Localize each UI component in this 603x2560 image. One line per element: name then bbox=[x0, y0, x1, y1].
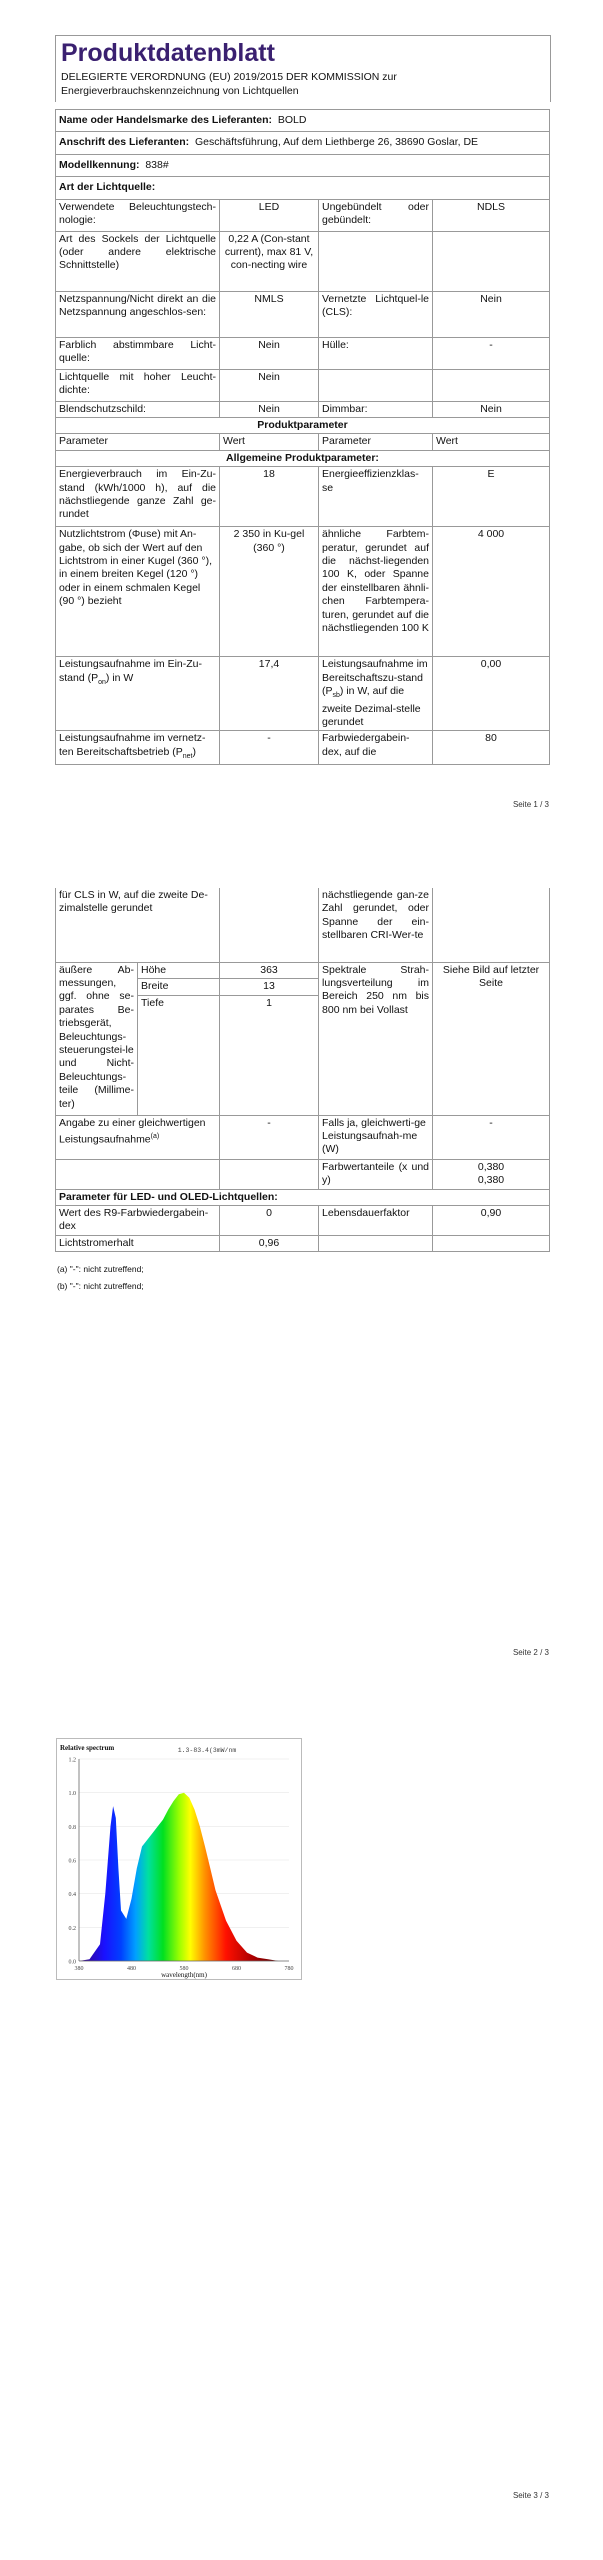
page-footer: Seite 2 / 3 bbox=[512, 1648, 549, 1657]
y-tick-label: 1.0 bbox=[68, 1791, 76, 1798]
chroma-x: 0,380 bbox=[477, 1160, 505, 1173]
row-label-2: Dimmbar: bbox=[319, 401, 433, 417]
chart-title: Relative spectrum bbox=[60, 1744, 115, 1752]
row-label: Leistungsaufnahme im Ein-Zu-stand $(P_{on})$ in W bbox=[56, 657, 220, 731]
address-row bbox=[56, 132, 550, 154]
row-value-2 bbox=[433, 231, 550, 291]
table-row bbox=[56, 1115, 550, 1159]
equiv-footnote: (a) bbox=[150, 1132, 160, 1140]
row-value: 17,4 bbox=[220, 657, 319, 731]
section-header bbox=[56, 450, 550, 466]
row-label-2: Vernetzte Lichtquel-le (CLS): bbox=[319, 291, 433, 337]
row-value bbox=[220, 888, 319, 962]
row-label-2: nächstliegende gan-ze Zahl gerundet, oder Spanne der ein-stellbaren CRI-Wer-te bbox=[319, 888, 433, 962]
row-value: Nein bbox=[220, 337, 319, 369]
row-value-2: E bbox=[433, 467, 550, 527]
row-value: - bbox=[220, 1115, 319, 1159]
row-value-2: - bbox=[433, 1115, 550, 1159]
x-tick-label: 480 bbox=[127, 1966, 136, 1972]
table-row bbox=[56, 369, 550, 401]
table-row bbox=[56, 337, 550, 369]
supplier-table bbox=[55, 109, 550, 765]
dim-value: 1 bbox=[220, 995, 319, 1115]
table-row bbox=[56, 1159, 550, 1189]
row-label: Art des Sockels der Lichtquelle (oder andere elektrische Schnittstelle) bbox=[56, 231, 220, 291]
dim-name: Breite bbox=[138, 979, 220, 996]
chroma-label: Farbwertanteile (x und y) bbox=[319, 1159, 433, 1189]
header-box bbox=[55, 35, 551, 102]
page-2 bbox=[0, 880, 603, 1680]
spectrum-area bbox=[79, 1793, 289, 1961]
row-label: Nutzlichtstrom (Φuse) mit An-gabe, ob sich der Wert auf den Lichtstrom in einer Kugel (360 °), in einem breiten Kegel (120 °) oder in einem schmalen Kegel (90 °) bezieht bbox=[56, 527, 220, 657]
x-axis-label: wavelength(nm) bbox=[161, 1971, 207, 1979]
table-row bbox=[56, 1205, 550, 1235]
row-value: 0 bbox=[220, 1205, 319, 1235]
x-tick-label: 680 bbox=[232, 1966, 241, 1972]
table-row bbox=[56, 657, 550, 731]
dims-row bbox=[56, 962, 550, 979]
row-label: Farblich abstimmbare Licht-quelle: bbox=[56, 337, 220, 369]
x-tick-label: 380 bbox=[74, 1966, 84, 1972]
general-params-heading: Allgemeine Produktparameter: bbox=[56, 450, 550, 466]
continuation-table bbox=[55, 888, 550, 1252]
led-section-heading: Parameter für LED- und OLED-Lichtquellen: bbox=[56, 1189, 550, 1205]
row-label: Netzspannung/Nicht direkt an die Netzspannung angeschlos-sen: bbox=[56, 291, 220, 337]
supplier-row bbox=[56, 110, 550, 132]
row-label: Lichtquelle mit hoher Leucht-dichte: bbox=[56, 369, 220, 401]
type-row bbox=[56, 177, 550, 199]
row-label-2: Ungebündelt oder gebündelt: bbox=[319, 199, 433, 231]
col-header-value: Wert bbox=[220, 434, 319, 450]
y-tick-label: 0.2 bbox=[68, 1925, 76, 1932]
x-tick-label: 780 bbox=[284, 1966, 294, 1972]
row-value: NMLS bbox=[220, 291, 319, 337]
y-tick-label: 0.0 bbox=[68, 1959, 76, 1966]
row-value: Nein bbox=[220, 369, 319, 401]
row-label-2: Leistungsaufnahme im Bereitschaftszu-stand $(P_{sb})$ in W, auf die zweite Dezimal-stelle gerundet bbox=[319, 657, 433, 731]
row-value-2 bbox=[433, 888, 550, 962]
row-value: 0,96 bbox=[220, 1235, 319, 1251]
row-label-2: Hülle: bbox=[319, 337, 433, 369]
row-label: Wert des R9-Farbwiedergabein-dex bbox=[56, 1205, 220, 1235]
row-label-2 bbox=[319, 369, 433, 401]
chart-annotation: 1.3-83.4(3mW/nm bbox=[177, 1747, 237, 1754]
table-row bbox=[56, 199, 550, 231]
table-row bbox=[56, 231, 550, 291]
dim-name: Höhe bbox=[138, 962, 220, 979]
col-header-param: Parameter bbox=[56, 434, 220, 450]
row-label: für CLS in W, auf die zweite De-zimalstelle gerundet bbox=[56, 888, 220, 962]
row-value-2: 4 000 bbox=[433, 527, 550, 657]
row-value-2: 80 bbox=[433, 731, 550, 765]
row-label: Lichtstromerhalt bbox=[56, 1235, 220, 1251]
row-value-2: 0,00 bbox=[433, 657, 550, 731]
row-value-2: 0,90 bbox=[433, 1205, 550, 1235]
dims-label: äußere Ab-messungen, ggf. ohne se-parates Be-triebsgerät, Beleuchtungs-steuerungstei-le und Nicht-Beleuchtungs-teile (Millime-ter) bbox=[56, 962, 138, 1115]
y-tick-label: 1.2 bbox=[68, 1757, 76, 1764]
table-row bbox=[56, 527, 550, 657]
x-tick-label: 580 bbox=[179, 1966, 189, 1972]
row-label-2: Lebensdauerfaktor bbox=[319, 1205, 433, 1235]
row-label bbox=[56, 1159, 220, 1189]
model-row bbox=[56, 154, 550, 176]
dim-value: 363 bbox=[220, 962, 319, 979]
row-label: Energieverbrauch im Ein-Zu-stand (kWh/1000 h), auf die nächstliegende ganze Zahl ge-rundet bbox=[56, 467, 220, 527]
col-header-param-2: Parameter bbox=[319, 434, 433, 450]
footnote-b: (b) "-": nicht zutreffend; bbox=[57, 1281, 144, 1291]
row-value-2: Nein bbox=[433, 401, 550, 417]
row-value: 18 bbox=[220, 467, 319, 527]
row-label-2 bbox=[319, 231, 433, 291]
address-label: Anschrift des Lieferanten: bbox=[59, 136, 190, 149]
row-value-2: - bbox=[433, 337, 550, 369]
row-value: 2 350 in Ku-gel (360 °) bbox=[220, 527, 319, 657]
spectral-value: Siehe Bild auf letzter Seite bbox=[433, 962, 550, 1115]
row-value-2 bbox=[433, 1235, 550, 1251]
footnote-a: (a) "-": nicht zutreffend; bbox=[57, 1264, 144, 1274]
row-label: Leistungsaufnahme im vernetz-ten Bereitschaftsbetrieb $(P_{net})$ bbox=[56, 731, 220, 765]
document-title: Produktdatenblatt bbox=[61, 39, 275, 67]
row-label-2: Farbwiedergabein-dex, auf die bbox=[319, 731, 433, 765]
row-value: LED bbox=[220, 199, 319, 231]
section-header bbox=[56, 418, 550, 434]
section-header bbox=[56, 1189, 550, 1205]
supplier-value: BOLD bbox=[277, 114, 307, 126]
spectrum-svg bbox=[57, 1739, 301, 1979]
row-label-2: Energieeffizienzklas-se bbox=[319, 467, 433, 527]
y-tick-label: 0.4 bbox=[68, 1892, 76, 1899]
table-row bbox=[56, 291, 550, 337]
dim-name: Tiefe bbox=[138, 995, 220, 1115]
row-label-2: Falls ja, gleichwerti-ge Leistungsaufnah-me (W) bbox=[319, 1115, 433, 1159]
table-row bbox=[56, 888, 550, 962]
regulation-text: DELEGIERTE VERORDNUNG (EU) 2019/2015 DER KOMMISSION zur Energieverbrauchskennzeichnung von Lichtquellen bbox=[61, 71, 397, 97]
row-label-2: ähnliche Farbtem-peratur, gerundet auf die nächst-liegenden 100 K, oder Spanne der einstellbaren ähnli-chen Farbtempera-turen, gerundet auf die nächstliegenden 100 K bbox=[319, 527, 433, 657]
col-header-value-2: Wert bbox=[433, 434, 550, 450]
column-header-row bbox=[56, 434, 550, 450]
page-footer: Seite 3 / 3 bbox=[512, 2491, 549, 2500]
dim-value: 13 bbox=[220, 979, 319, 996]
y-tick-label: 0.8 bbox=[68, 1824, 76, 1831]
row-label: Verwendete Beleuchtungstech-nologie: bbox=[56, 199, 220, 231]
y-tick-label: 0.6 bbox=[68, 1858, 76, 1865]
row-value: Nein bbox=[220, 401, 319, 417]
type-label: Art der Lichtquelle: bbox=[56, 177, 550, 199]
product-params-heading: Produktparameter bbox=[56, 418, 550, 434]
table-row bbox=[56, 401, 550, 417]
row-label bbox=[56, 1115, 220, 1159]
page-1 bbox=[0, 0, 603, 812]
chroma-values bbox=[433, 1159, 550, 1189]
address-value: Geschäftsführung, Auf dem Liethberge 26, 38690 Goslar, DE bbox=[194, 136, 479, 149]
supplier-label: Name oder Handelsmarke des Lieferanten: bbox=[59, 114, 272, 126]
model-label: Modellkennung: bbox=[59, 158, 140, 171]
row-value-2: NDLS bbox=[433, 199, 550, 231]
page-footer: Seite 1 / 3 bbox=[512, 800, 549, 809]
row-value bbox=[220, 1159, 319, 1189]
row-value-2: Nein bbox=[433, 291, 550, 337]
row-label-2 bbox=[319, 1235, 433, 1251]
row-value: 0,22 A (Con-stant current), max 81 V, con-necting wire bbox=[220, 231, 319, 291]
spectrum-chart bbox=[56, 1738, 302, 1980]
table-row bbox=[56, 731, 550, 765]
spectral-label: Spektrale Strah-lungsverteilung im Bereich 250 nm bis 800 nm bei Vollast bbox=[319, 962, 433, 1115]
row-value: - bbox=[220, 731, 319, 765]
row-value-2 bbox=[433, 369, 550, 401]
row-label: Blendschutzschild: bbox=[56, 401, 220, 417]
chroma-y: 0,380 bbox=[477, 1173, 505, 1186]
table-row bbox=[56, 467, 550, 527]
table-row bbox=[56, 1235, 550, 1251]
equiv-label: Angabe zu einer gleichwertigen Leistungsaufnahme bbox=[59, 1116, 206, 1146]
model-value: 838# bbox=[145, 158, 169, 171]
